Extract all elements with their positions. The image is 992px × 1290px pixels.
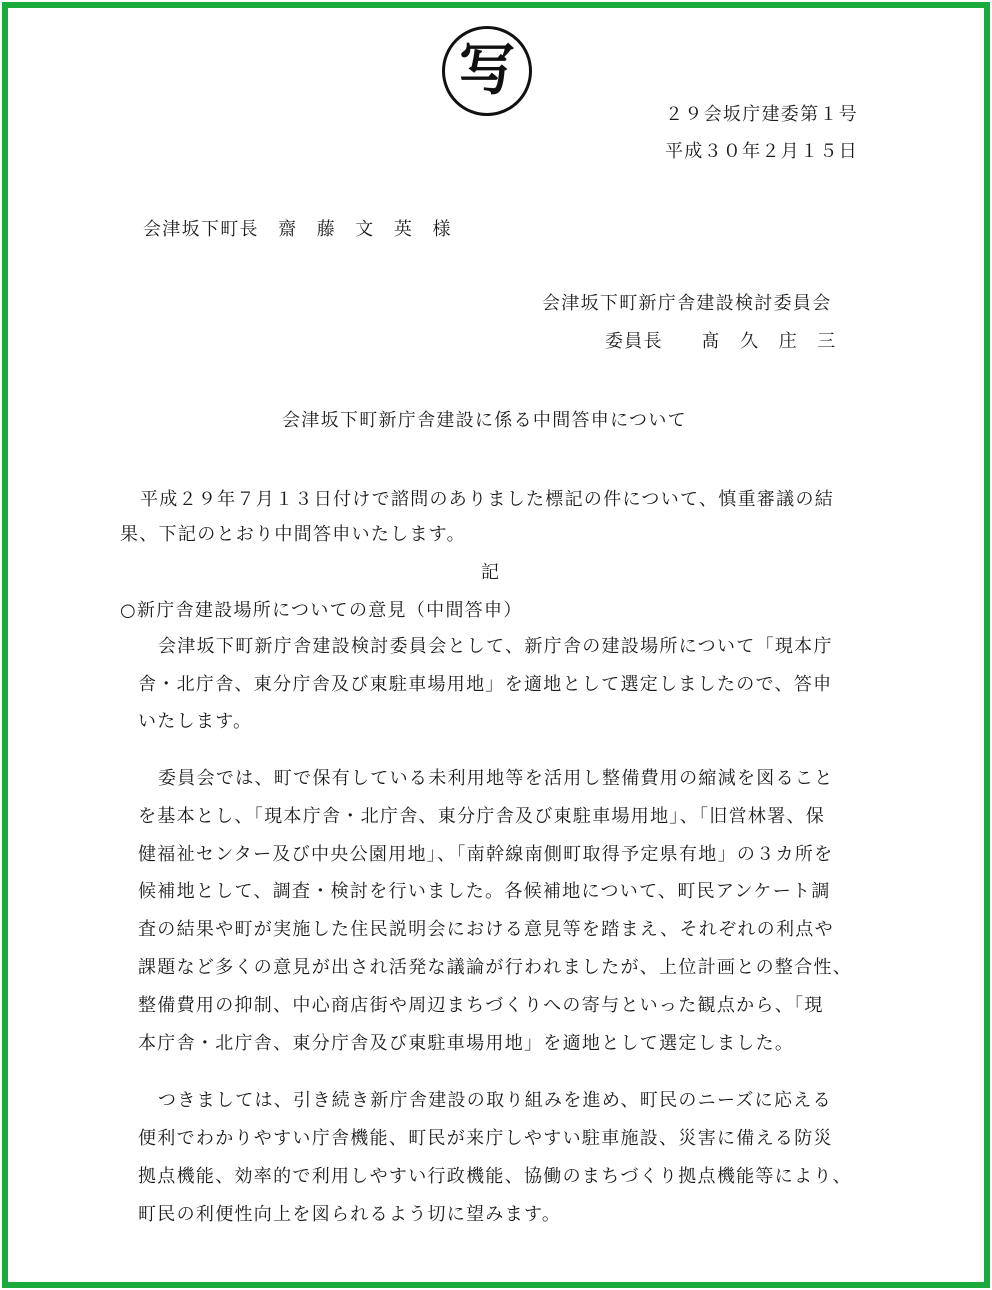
para2-line-8: 本庁舎・北庁舎、東分庁舎及び東駐車場用地」を適地として選定しました。 [138, 1033, 795, 1054]
document-date: 平成３０年２月１５日 [665, 141, 858, 162]
para1-line-2: 舎・北庁舎、東分庁舎及び東駐車場用地」を適地として選定しましたので、答申 [138, 674, 833, 695]
intro-line-1: 平成２９年７月１３日付けで諮問のありました標記の件について、慎重審議の結 [140, 489, 835, 510]
document-number: ２９会坂庁建委第１号 [665, 104, 858, 125]
para2-line-6: 課題など多くの意見が出され活発な議論が行われましたが、上位計画との整合性、 [138, 957, 853, 978]
addressee: 会津坂下町長 齋 藤 文 英 様 [143, 219, 452, 240]
para2-line-3: 健福祉センター及び中央公園用地」、「南幹線南側町取得予定県有地」の３カ所を [138, 844, 834, 865]
ki-heading: 記 [481, 562, 501, 583]
para3-line-3: 拠点機能、効率的で利用しやすい行政機能、協働のまちづくり拠点機能等により、 [138, 1166, 852, 1187]
sender-chair: 委員長 髙 久 庄 三 [605, 331, 837, 352]
document-title: 会津坂下町新庁舎建設に係る中間答申について [282, 410, 687, 431]
para3-line-1: つきましては、引き続き新庁舎建設の取り組みを進め、町民のニーズに応える [158, 1090, 832, 1111]
para3-line-4: 町民の利便性向上を図られるよう切に望みます。 [138, 1204, 562, 1225]
stamp-character: 写 [459, 37, 515, 103]
intro-line-2: 果、下記のとおり中間答申いたします。 [120, 524, 466, 545]
sender-organization: 会津坂下町新庁舎建設検討委員会 [542, 293, 832, 314]
para2-line-5: 査の結果や町が実施した住民説明会における意見等を踏まえ、それぞれの利点や [138, 919, 834, 940]
para2-line-7: 整備費用の抑制、中心商店街や周辺まちづくりへの寄与といった観点から、「現 [138, 995, 824, 1016]
copy-stamp [442, 26, 532, 116]
para2-line-4: 候補地として、調査・検討を行いました。各候補地について、町民アンケート調 [138, 881, 831, 902]
para2-line-2: を基本とし、「現本庁舎・北庁舎、東分庁舎及び東駐車場用地」、「旧営林署、保 [138, 806, 826, 827]
para3-line-2: 便利でわかりやすい庁舎機能、町民が来庁しやすい駐車施設、災害に備える防災 [138, 1128, 833, 1149]
para2-line-1: 委員会では、町で保有している未利用地等を活用し整備費用の縮減を図ること [158, 768, 834, 789]
para1-line-1: 会津坂下町新庁舎建設検討委員会として、新庁舎の建設場所について「現本庁 [158, 636, 833, 657]
section-heading: ○新庁舎建設場所についての意見（中間答申） [120, 600, 523, 621]
para1-line-3: いたします。 [138, 711, 253, 732]
